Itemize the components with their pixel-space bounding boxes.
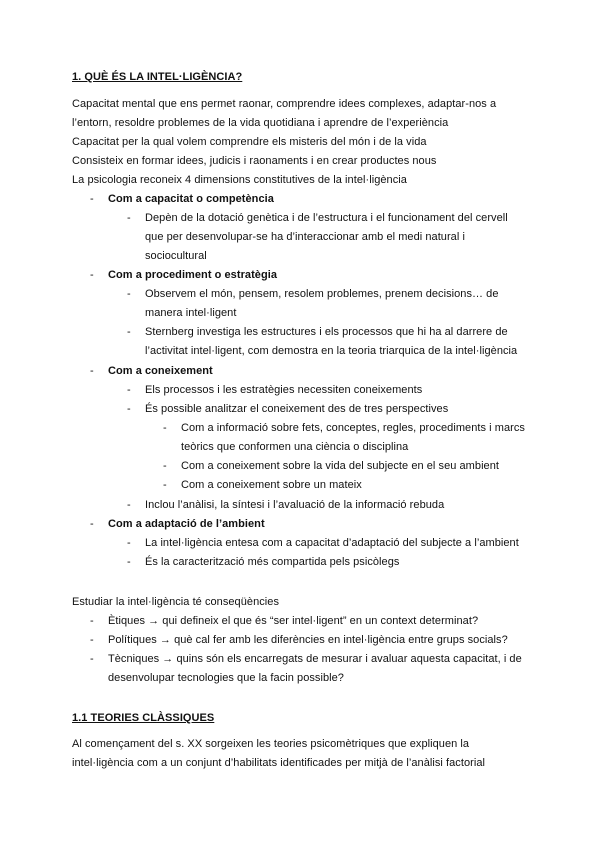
dimension-title: Com a coneixement [108, 365, 213, 377]
bullet-dash: - [127, 556, 131, 568]
list-item-line: sociocultural [145, 250, 207, 262]
paragraph-line: La psicologia reconeix 4 dimensions constitutives de la intel·ligència [72, 174, 407, 186]
list-item-line: Ètiques → qui defineix el que és “ser intel·ligent” en un context determinat? [108, 615, 479, 627]
bullet-dash: - [90, 365, 94, 377]
sub-list-item-line: Com a coneixement sobre la vida del subjecte en el seu ambient [181, 460, 500, 472]
list-item-line: Els processos i les estratègies necessiten coneixements [145, 384, 423, 396]
dimension-title: Com a capacitat o competència [108, 193, 274, 205]
dimension-title: Com a procediment o estratègia [108, 269, 277, 281]
paragraph-line: intel·ligència com a un conjunt d’habilitats identificades per mitjà de l’anàlisi factorial [72, 757, 485, 769]
dimension-title: Com a adaptació de l’ambient [108, 518, 265, 530]
bullet-dash: - [90, 615, 94, 627]
bullet-dash: - [127, 537, 131, 549]
list-item-line: Sternberg investiga les estructures i els processos que hi ha al darrere de [145, 326, 508, 338]
list-item-line: Inclou l’anàlisi, la síntesi i l’avaluació de la informació rebuda [145, 499, 445, 511]
paragraph-line: l’entorn, resoldre problemes de la vida quotidiana i aprendre de l’experiència [72, 117, 449, 129]
sub-list-item-line: Com a informació sobre fets, conceptes, regles, procediments i marcs [181, 422, 525, 434]
bullet-dash: - [90, 653, 94, 665]
bullet-dash: - [163, 422, 167, 434]
list-item-line: manera intel·ligent [145, 307, 237, 319]
list-item-line: La intel·ligència entesa com a capacitat d’adaptació del subjecte a l’ambient [145, 537, 519, 549]
list-item-line: desenvolupar tecnologies que la facin possible? [108, 672, 344, 684]
section-heading: 1.1 TEORIES CLÀSSIQUES [72, 712, 215, 724]
list-item-line: És la caracterització més compartida pels psicòlegs [145, 556, 400, 568]
paragraph-line: Estudiar la intel·ligència té conseqüències [72, 596, 279, 608]
bullet-dash: - [127, 403, 131, 415]
list-item-line: Depèn de la dotació genètica i de l’estructura i el funcionament del cervell [145, 212, 508, 224]
paragraph-line: Capacitat per la qual volem comprendre els misteris del món i de la vida [72, 136, 427, 148]
list-item-line: Polítiques → què cal fer amb les diferències en intel·ligència entre grups socials? [108, 634, 508, 646]
list-item-line: Tècniques → quins són els encarregats de mesurar i avaluar aquesta capacitat, i de [108, 653, 522, 665]
section-heading: 1. QUÈ ÉS LA INTEL·LIGÈNCIA? [72, 71, 243, 83]
bullet-dash: - [127, 499, 131, 511]
list-item-line: És possible analitzar el coneixement des de tres perspectives [145, 403, 449, 415]
sub-list-item-line: teòrics que conformen una ciència o disciplina [181, 441, 409, 453]
list-item-line: que per desenvolupar-se ha d’interaccionar amb el medi natural i [145, 231, 465, 243]
bullet-dash: - [90, 269, 94, 281]
paragraph-line: Consisteix en formar idees, judicis i raonaments i en crear productes nous [72, 155, 437, 167]
paragraph-line: Capacitat mental que ens permet raonar, comprendre idees complexes, adaptar-nos a [72, 98, 497, 110]
paragraph-line: Al començament del s. XX sorgeixen les teories psicomètriques que expliquen la [72, 738, 470, 750]
bullet-dash: - [127, 288, 131, 300]
bullet-dash: - [90, 634, 94, 646]
list-item-line: l’activitat intel·ligent, com demostra en la teoria triarquica de la intel·ligència [145, 345, 518, 357]
bullet-dash: - [127, 326, 131, 338]
sub-list-item-line: Com a coneixement sobre un mateix [181, 479, 362, 491]
bullet-dash: - [127, 384, 131, 396]
list-item-line: Observem el món, pensem, resolem problemes, prenem decisions… de [145, 288, 499, 300]
bullet-dash: - [163, 479, 167, 491]
bullet-dash: - [90, 518, 94, 530]
bullet-dash: - [163, 460, 167, 472]
bullet-dash: - [90, 193, 94, 205]
bullet-dash: - [127, 212, 131, 224]
